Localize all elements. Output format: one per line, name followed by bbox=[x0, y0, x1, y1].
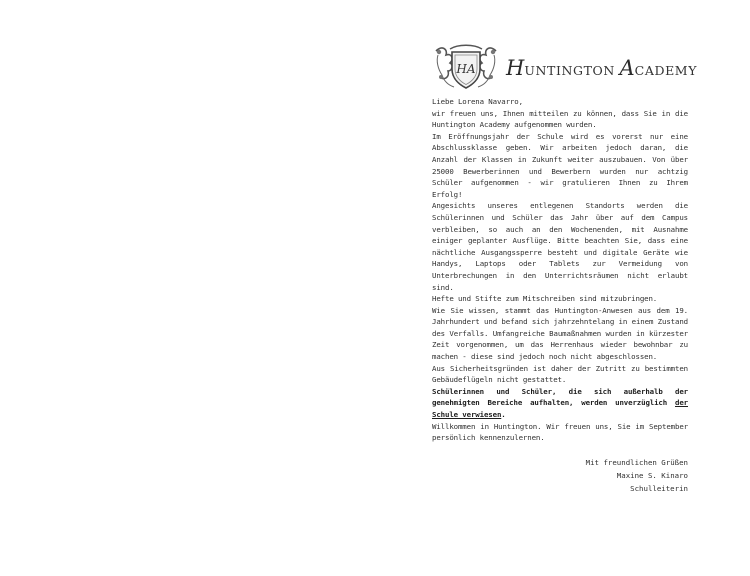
crest-initials: HA bbox=[456, 62, 476, 76]
warning-paragraph bbox=[432, 386, 688, 421]
paragraph-3: Angesichts unseres entlegenen Standorts werden die Schülerinnen und Schüler das Jahr über auf dem Campus verbleiben, so auch an den Wochenenden, mit Ausnahme einiger geplanter Ausflüge. Bitte beachten Sie, dass eine nächtliche Ausgangssperre besteht und digitale Geräte wie Handys, Laptops oder Tablets zur Vermeidung von Unterbrechungen in den Unterrichtsräumen nicht erlaubt sind. bbox=[432, 201, 688, 292]
brand-cap-h: H bbox=[506, 56, 525, 80]
acceptance-letter bbox=[432, 40, 698, 495]
paragraph-4: Hefte und Stifte zum Mitschreiben sind mitzubringen. bbox=[432, 294, 658, 304]
academy-crest-icon bbox=[432, 43, 500, 93]
brand-word-1: UNTINGTON bbox=[524, 63, 615, 78]
paragraph-2: Im Eröffnungsjahr der Schule wird es vorerst nur eine Abschlussklasse geben. Wir arbeiten jedoch daran, die Anzahl der Klassen in Zukunft weiter auszubauen. Von über 25000 Bewerberinnen und Bewerbern wurden nur achtzig Schüler aufgenommen - wir gratulieren Ihnen zu Ihrem Erfolg! bbox=[432, 131, 688, 199]
warning-end: . bbox=[501, 410, 506, 420]
paragraph-1: wir freuen uns, Ihnen mitteilen zu können, dass Sie in die Huntington Academy aufgenommen wurden. bbox=[432, 108, 688, 130]
welcome-paragraph: Willkommen in Huntington. Wir freuen uns, Sie im September persönlich kennenzulernen. bbox=[432, 421, 688, 443]
signature-block bbox=[432, 456, 688, 495]
paragraph-6: Aus Sicherheitsgründen ist daher der Zutritt zu bestimmten Gebäudeflügeln nicht gestattet. bbox=[432, 363, 688, 385]
salutation: Liebe Lorena Navarro, bbox=[432, 97, 523, 106]
signer-name: Maxine S. Kinaro bbox=[616, 470, 688, 480]
academy-name bbox=[506, 56, 697, 80]
closing-line: Mit freundlichen Grüßen bbox=[585, 457, 688, 467]
brand-cap-a: A bbox=[619, 56, 635, 80]
paragraph-5: Wie Sie wissen, stammt das Huntington-Anwesen aus dem 19. Jahrhundert und befand sich jahrzehntelang in einem Zustand des Verfalls. Umfangreiche Baumaßnahmen wurden in kürzester Zeit vorgenommen, um das Herrenhaus wieder bewohnbar zu machen - diese sind jedoch noch nicht abgeschlossen. bbox=[432, 305, 688, 362]
letterhead bbox=[432, 40, 698, 96]
warning-underlined: der Schule verwiesen bbox=[432, 398, 688, 420]
signer-title: Schulleiterin bbox=[630, 483, 688, 493]
brand-word-2: CADEMY bbox=[634, 63, 698, 78]
warning-text: Schülerinnen und Schüler, die sich außerhalb der genehmigten Bereiche aufhalten, werden unverzüglich bbox=[432, 386, 688, 408]
